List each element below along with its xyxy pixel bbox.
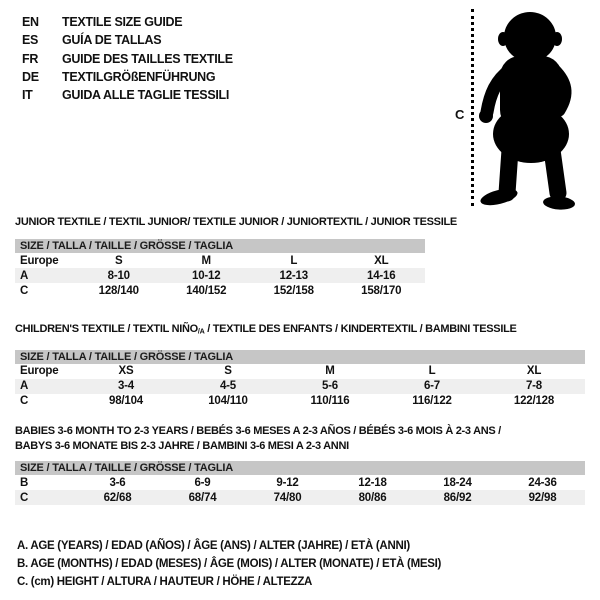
section-title-line (15, 439, 585, 454)
table-cell: 116/122 (412, 395, 452, 408)
language-title: TEXTILGRÖßENFÜHRUNG (62, 69, 216, 84)
height-measure-label: C (455, 107, 465, 122)
language-code: FR (22, 51, 39, 66)
table-cell: 74/80 (273, 491, 302, 504)
table-cell: 128/140 (98, 284, 139, 297)
language-row (22, 50, 233, 68)
table-cell: 152/158 (273, 284, 314, 297)
size-section-babies (15, 424, 585, 505)
table-cell: 122/128 (513, 395, 555, 408)
table-cell: XS (118, 365, 134, 378)
table-cell: 6-7 (423, 380, 441, 393)
table-row (15, 379, 585, 394)
language-title: GUIDE DES TAILLES TEXTILE (62, 51, 233, 66)
table-body (15, 475, 585, 505)
section-title-text: /A (197, 327, 205, 336)
table-row (15, 283, 425, 298)
height-measure-dotted-line (471, 9, 474, 206)
language-title-list (22, 13, 233, 104)
size-table (15, 475, 585, 505)
size-table (15, 253, 425, 298)
section-title-text: CHILDREN'S TEXTILE / TEXTIL NIÑO (15, 323, 198, 335)
table-row (15, 490, 585, 505)
table-cell: 140/152 (186, 284, 227, 297)
language-title: TEXTILE SIZE GUIDE (62, 15, 183, 29)
table-cell: 12-13 (279, 269, 308, 282)
table-cell: L (428, 365, 436, 378)
section-title (15, 424, 585, 454)
language-row (22, 31, 233, 49)
section-title-text: JUNIOR TEXTILE / TEXTIL JUNIOR/ TEXTILE JUNIOR / JUNIORTEXTIL / JUNIOR TESSILE (15, 216, 457, 228)
section-title-line (15, 424, 585, 439)
section-title-text: BABYS 3-6 MONATE BIS 2-3 JAHRE / BAMBINI 3-6 MESI A 2-3 ANNI (15, 440, 349, 452)
table-row (15, 364, 585, 379)
size-section-junior (15, 215, 457, 298)
table-cell: M (201, 254, 211, 267)
row-label: Europe (20, 365, 59, 378)
language-row (22, 13, 233, 31)
language-row (22, 68, 233, 86)
table-cell: 3-4 (117, 380, 135, 393)
table-cell: 24-36 (528, 476, 557, 489)
row-label: C (20, 395, 29, 408)
row-label: Europe (20, 254, 59, 267)
language-row (22, 86, 233, 104)
size-header-bar: SIZE / TALLA / TAILLE / GRÖSSE / TAGLIA (15, 350, 585, 364)
language-title: GUÍA DE TALLAS (62, 33, 162, 48)
table-cell: 110/116 (310, 395, 350, 408)
table-cell: 6-9 (194, 476, 211, 489)
table-row (15, 268, 425, 283)
table-cell: 86/92 (443, 491, 472, 504)
language-code: ES (22, 33, 39, 48)
table-cell: 9-12 (276, 476, 299, 489)
legend-line: B. AGE (MONTHS) / EDAD (MESES) / ÂGE (MOIS) / ALTER (MONATE) / ETÀ (MESI) (17, 558, 442, 570)
table-cell: 98/104 (109, 395, 143, 408)
section-title-text: / TEXTILE DES ENFANTS / KINDERTEXTIL / BAMBINI TESSILE (204, 323, 517, 335)
table-row (15, 475, 585, 490)
size-header-bar: SIZE / TALLA / TAILLE / GRÖSSE / TAGLIA (15, 461, 585, 475)
table-cell: 4-5 (219, 380, 237, 393)
table-cell: 14-16 (367, 269, 396, 282)
measurement-legend (17, 537, 441, 591)
section-title-line (15, 322, 585, 340)
table-cell: 10-12 (192, 269, 221, 282)
table-cell: 158/170 (361, 284, 402, 297)
table-row (15, 394, 585, 409)
language-title: GUIDA ALLE TAGLIE TESSILI (62, 88, 230, 103)
table-cell: L (290, 254, 298, 267)
table-cell: M (325, 365, 335, 378)
table-cell: 18-24 (443, 476, 472, 489)
table-cell: 62/68 (103, 491, 132, 504)
table-cell: XL (374, 254, 389, 267)
legend-line: C. (cm) HEIGHT / ALTURA / HAUTEUR / HÖHE / ALTEZZA (17, 576, 313, 588)
table-cell: S (115, 254, 123, 267)
table-cell: XL (526, 365, 542, 378)
table-cell: 5-6 (321, 380, 339, 393)
table-cell: 92/98 (528, 491, 557, 504)
table-body (15, 364, 585, 409)
table-cell: 8-10 (107, 269, 130, 282)
table-cell: 80/86 (358, 491, 387, 504)
row-label: A (20, 269, 29, 282)
language-code: EN (22, 15, 39, 29)
section-title-line (15, 215, 457, 230)
section-title-text: BABIES 3-6 MONTH TO 2-3 YEARS / BEBÉS 3-6 MESES A 2-3 AÑOS / BÉBÉS 3-6 MOIS À 2-3 ANS / (15, 425, 501, 437)
section-title (15, 215, 457, 230)
table-row (15, 253, 425, 268)
table-cell: 3-6 (109, 476, 126, 489)
baby-silhouette-icon (476, 10, 576, 212)
section-title (15, 322, 585, 340)
size-section-children (15, 322, 585, 409)
table-body (15, 253, 425, 298)
row-label: B (20, 476, 29, 489)
row-label: C (20, 491, 29, 504)
language-code: IT (22, 88, 33, 103)
table-cell: 104/110 (208, 395, 248, 408)
row-label: A (20, 380, 29, 393)
legend-line: A. AGE (YEARS) / EDAD (AÑOS) / ÂGE (ANS) / ALTER (JAHRE) / ETÀ (ANNI) (17, 540, 410, 552)
language-code: DE (22, 69, 39, 84)
table-cell: S (224, 365, 232, 378)
size-header-bar: SIZE / TALLA / TAILLE / GRÖSSE / TAGLIA (15, 239, 425, 253)
table-cell: 68/74 (188, 491, 217, 504)
size-table (15, 364, 585, 409)
table-cell: 7-8 (525, 380, 543, 393)
row-label: C (20, 284, 29, 297)
table-cell: 12-18 (358, 476, 387, 489)
